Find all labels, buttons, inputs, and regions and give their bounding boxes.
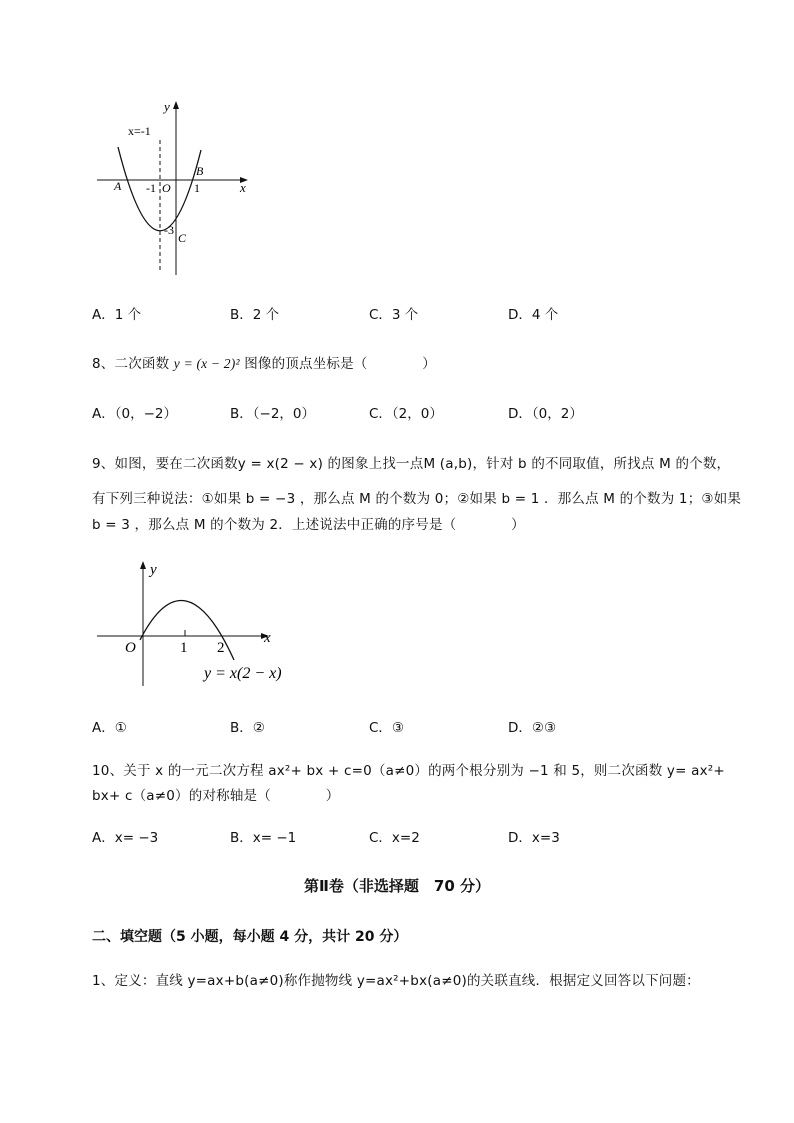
q8-option-c[interactable]: C．（2，0） [369, 406, 443, 422]
graph1-origin: O [162, 181, 171, 195]
q10-line-2: bx+ c（a≠0）的对称轴是（ ） [92, 788, 340, 804]
graph1-point-c: C [178, 231, 187, 245]
graph1-x-label: x [240, 180, 246, 195]
q8-tail: 图像的顶点坐标是（ ） [244, 356, 437, 372]
graph1-tick-neg1: -1 [146, 181, 156, 195]
q8-option-b[interactable]: B．（−2，0） [230, 406, 316, 422]
q8-option-a[interactable]: A．（0，−2） [92, 406, 177, 422]
q7-option-c[interactable]: C．3 个 [369, 307, 419, 323]
q8-stem [92, 352, 436, 372]
parabola-graph-q9 [92, 556, 302, 691]
graph2-curve-label: y = x(2 − x) [204, 665, 282, 682]
q9-option-a[interactable]: A．① [92, 720, 127, 736]
q9-option-b[interactable]: B．② [230, 720, 265, 736]
graph2-y-label: y [150, 562, 157, 578]
q10-option-d[interactable]: D．x=3 [508, 830, 560, 846]
q9-line-3: b = 3 ，那么点 M 的个数为 2．上述说法中正确的序号是（ ） [92, 517, 525, 533]
q8-stem-text: 8、二次函数 [92, 356, 170, 372]
graph2-origin: O [125, 640, 136, 656]
q8-option-d[interactable]: D．（0，2） [508, 406, 583, 422]
q9-line-1: 9、如图，要在二次函数y = x(2 − x) 的图象上找一点M (a,b)，针对 b 的不同取值，所找点 M 的个数， [92, 456, 731, 472]
graph1-tick-neg3: -3 [164, 223, 174, 237]
graph1-point-a: A [114, 179, 122, 193]
section-heading: 二、填空题（5 小题，每小题 4 分，共计 20 分） [92, 929, 408, 945]
graph1-axis-line-label: x=-1 [128, 124, 151, 138]
q9-option-d[interactable]: D．②③ [508, 720, 557, 736]
parabola-graph-q7 [90, 95, 260, 280]
graph2-tick-1: 1 [180, 640, 188, 656]
q8-formula: y = (x − 2)² [173, 356, 240, 371]
graph2-tick-2: 2 [217, 640, 225, 656]
q10-line-1: 10、关于 x 的一元二次方程 ax²+ bx + c=0（a≠0）的两个根分别为 −1 和 5，则二次函数 y= ax²+ [92, 763, 725, 779]
q10-option-b[interactable]: B．x= −1 [230, 830, 297, 846]
graph2-x-label: x [264, 630, 271, 646]
part2-q1: 1、定义：直线 y=ax+b(a≠0)称作抛物线 y=ax²+bx(a≠0)的关联直线．根据定义回答以下问题： [92, 973, 700, 989]
part2-title: 第Ⅱ卷（非选择题 70 分） [304, 877, 490, 895]
q9-line-2: 有下列三种说法：①如果 b = −3 ，那么点 M 的个数为 0；②如果 b = 1 ．那么点 M 的个数为 1；③如果 [92, 491, 742, 507]
y-axis-arrow [173, 101, 179, 109]
graph1-y-label: y [164, 99, 170, 114]
y-axis-arrow [140, 561, 146, 569]
graph1-point-b: B [196, 164, 204, 178]
q7-option-b[interactable]: B．2 个 [230, 307, 280, 323]
q7-option-d[interactable]: D．4 个 [508, 307, 559, 323]
q10-option-c[interactable]: C．x=2 [369, 830, 420, 846]
q10-option-a[interactable]: A．x= −3 [92, 830, 159, 846]
graph1-tick-1: 1 [194, 181, 200, 195]
q7-option-a[interactable]: A．1 个 [92, 307, 142, 323]
q9-option-c[interactable]: C．③ [369, 720, 405, 736]
